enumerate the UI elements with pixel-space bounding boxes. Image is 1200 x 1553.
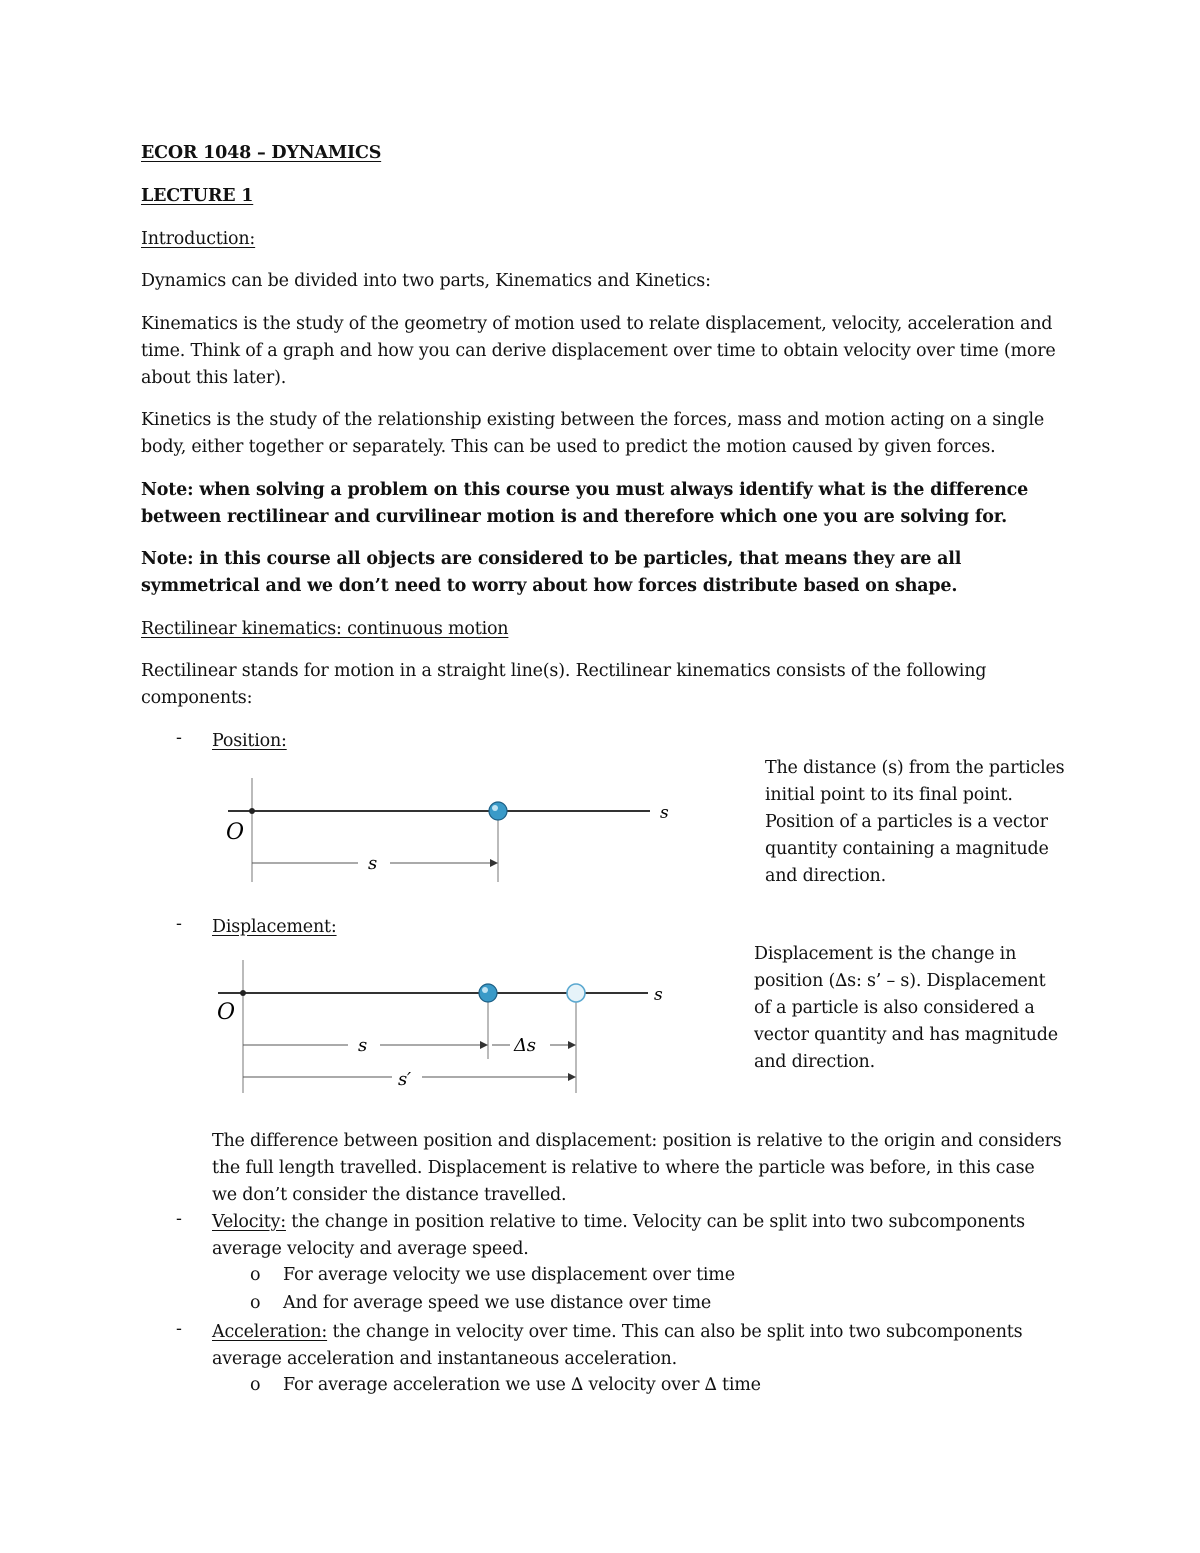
initial-particle-highlight xyxy=(482,987,488,993)
displacement-description: Displacement is the change in position (∆s: s’ – s). Displacement of a particle is also considered a vector quantity and has magnitude and direction. xyxy=(754,944,1058,1072)
rectilinear-heading: Rectilinear kinematics: continuous motion xyxy=(141,619,509,639)
displacement-label: Displacement: xyxy=(212,917,337,937)
velocity-sub-item: For average velocity we use displacement over time xyxy=(283,1265,735,1285)
dim-label: s xyxy=(368,853,378,874)
intro-heading: Introduction: xyxy=(141,229,256,249)
dim-s-label: s xyxy=(358,1035,368,1056)
acceleration-paragraph xyxy=(212,1319,1062,1373)
bullet-dash: - xyxy=(176,1209,182,1229)
position-description: The distance (s) from the particles initial point to its final point. Position of a particles is a vector quantity containing a magnitude and direction. xyxy=(765,758,1065,886)
acceleration-sub-item: For average acceleration we use ∆ velocity over ∆ time xyxy=(283,1375,761,1395)
origin-dot xyxy=(240,990,246,996)
bullet-dash: - xyxy=(176,914,182,934)
axis-label: s xyxy=(660,803,669,823)
sub-bullet: o xyxy=(250,1293,261,1313)
kinetics-paragraph: Kinetics is the study of the relationship existing between the forces, mass and motion acting on a single body, either together or separately. This can be used to predict the motion caused by given forces. xyxy=(141,410,1045,457)
bullet-dash: - xyxy=(176,1319,182,1339)
velocity-sub-item: And for average speed we use distance over time xyxy=(283,1293,712,1313)
acceleration-label: Acceleration: xyxy=(212,1322,328,1342)
particle-highlight xyxy=(492,805,498,811)
initial-particle-circle xyxy=(479,984,497,1002)
dim-sp-label: s′ xyxy=(398,1069,411,1090)
position-vs-displacement-paragraph: The difference between position and displacement: position is relative to the origin and considers the full length travelled. Displacement is relative to where the particle was before, in this case we don’t consider the distance travelled. xyxy=(212,1131,1062,1205)
dim-arrowhead xyxy=(490,859,498,867)
kinematics-paragraph: Kinematics is the study of the geometry of motion used to relate displacement, velocity, acceleration and time. Think of a graph and how you can derive displacement over time to obtain velocity over time (more about this later). xyxy=(141,314,1056,388)
velocity-text: the change in position relative to time. Velocity can be split into two subcomponents average velocity and average speed. xyxy=(212,1212,1025,1259)
sub-bullet: o xyxy=(250,1375,261,1395)
divided-paragraph: Dynamics can be divided into two parts, Kinematics and Kinetics: xyxy=(141,271,711,291)
axis-label: s xyxy=(654,985,663,1005)
rectilinear-paragraph: Rectilinear stands for motion in a straight line(s). Rectilinear kinematics consists of the following components: xyxy=(141,661,987,708)
dim-s-arrowhead xyxy=(480,1041,488,1049)
bullet-dash: - xyxy=(176,728,182,748)
position-diagram xyxy=(220,770,680,885)
particle-circle xyxy=(489,802,507,820)
displacement-diagram xyxy=(210,955,680,1095)
lecture-heading: LECTURE 1 xyxy=(141,186,254,206)
note-particles: Note: in this course all objects are considered to be particles, that means they are all symmetrical and we don’t need to worry about how forces distribute based on shape. xyxy=(141,549,962,596)
position-label: Position: xyxy=(212,731,287,751)
origin-label: O xyxy=(217,1000,235,1025)
origin-dot xyxy=(249,808,255,814)
document-title: ECOR 1048 – DYNAMICS xyxy=(141,143,382,163)
dim-ds-label: Δs xyxy=(514,1035,536,1056)
velocity-label: Velocity: xyxy=(212,1212,286,1232)
note-rectilinear-curvilinear: Note: when solving a problem on this course you must always identify what is the difference between rectilinear and curvilinear motion is and therefore which one you are solving for. xyxy=(141,480,1029,527)
sub-bullet: o xyxy=(250,1265,261,1285)
velocity-paragraph xyxy=(212,1209,1062,1263)
final-particle-circle xyxy=(567,984,585,1002)
acceleration-text: the change in velocity over time. This can also be split into two subcomponents average acceleration and instantaneous acceleration. xyxy=(212,1322,1023,1369)
dim-ds-arrowhead xyxy=(568,1041,576,1049)
origin-label: O xyxy=(226,820,244,845)
dim-sp-arrowhead xyxy=(568,1073,576,1081)
